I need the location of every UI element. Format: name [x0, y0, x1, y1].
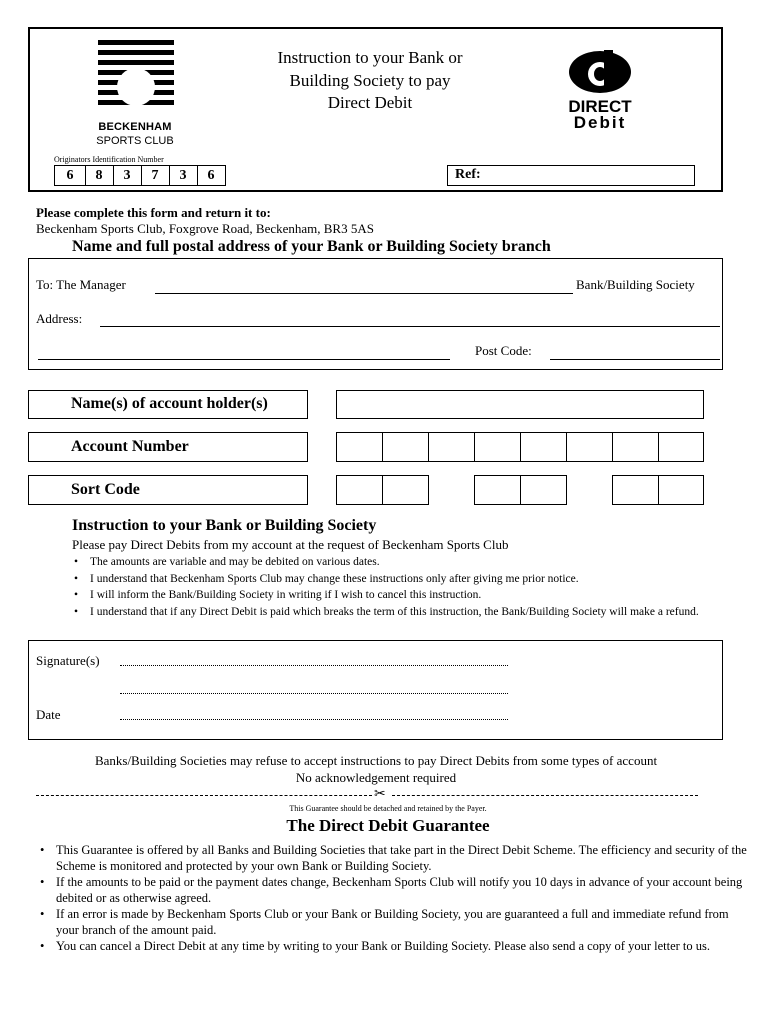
account-number-label: Account Number — [71, 438, 189, 455]
oin-box — [54, 165, 226, 186]
sort-code-label-box — [28, 475, 308, 505]
date-line[interactable] — [120, 719, 508, 720]
address-line-1[interactable] — [100, 326, 720, 327]
guarantee-bullet-4: • You can cancel a Direct Debit at any time by writing to your Bank or Building Society. Please also send a copy of your letter to us. — [38, 938, 748, 954]
instruction-bullet-4: • I understand that if any Direct Debit is paid which breaks the term of this instruction, the Bank/Building Society will make a refund. — [72, 604, 712, 621]
club-subtitle: SPORTS CLUB — [96, 135, 174, 147]
sort-code-digit-1[interactable] — [336, 475, 383, 505]
direct-debit-logo — [560, 50, 640, 135]
date-label: Date — [36, 707, 61, 722]
postcode-line[interactable] — [550, 359, 720, 360]
detach-line-right — [392, 795, 698, 796]
account-number-digit-4[interactable] — [474, 432, 521, 462]
holder-label: Name(s) of account holder(s) — [71, 395, 268, 412]
instruction-bullet-3: • I will inform the Bank/Building Society in writing if I wish to cancel this instruction. — [72, 587, 712, 604]
return-address: Beckenham Sports Club, Foxgrove Road, Beckenham, BR3 5AS — [36, 221, 374, 236]
oin-digit-2: 8 — [85, 166, 112, 185]
oin-digit-4: 7 — [141, 166, 168, 185]
instruction-heading: Instruction to your Bank or Building Society — [72, 517, 377, 534]
signature-line-2[interactable] — [120, 693, 508, 694]
oin-digit-6: 6 — [197, 166, 224, 185]
account-number-digit-2[interactable] — [382, 432, 429, 462]
sort-code-digit-5[interactable] — [612, 475, 659, 505]
account-number-label-box — [28, 432, 308, 462]
detach-note: This Guarantee should be detached and retained by the Payer. — [289, 804, 487, 813]
instruction-bullet-1: • The amounts are variable and may be debited on various dates. — [72, 554, 712, 571]
oin-label: Originators Identification Number — [54, 155, 164, 164]
oin-digit-3: 3 — [113, 166, 140, 185]
account-number-digit-8[interactable] — [658, 432, 704, 462]
account-number-digit-1[interactable] — [336, 432, 383, 462]
signature-box — [28, 640, 723, 740]
holder-name-field[interactable] — [336, 390, 704, 419]
guarantee-list — [38, 842, 748, 954]
bank-section-box — [28, 258, 723, 370]
guarantee-bullet-1: • This Guarantee is offered by all Banks and Building Societies that take part in the Direct Debit Scheme. The efficiency and security of the Scheme is monitored and protected by your own Bank or Building Society. — [38, 842, 748, 874]
to-manager-label: To: The Manager — [36, 277, 126, 292]
scissors-icon: ✂ — [374, 785, 386, 801]
address-line-2[interactable] — [38, 359, 450, 360]
sort-code-digit-3[interactable] — [474, 475, 521, 505]
guarantee-title: The Direct Debit Guarantee — [286, 816, 490, 835]
direct-debit-logo-text-2: Debit — [573, 113, 627, 132]
account-number-digit-3[interactable] — [428, 432, 475, 462]
bank-building-society-label: Bank/Building Society — [576, 277, 695, 292]
signature-line-1[interactable] — [120, 665, 508, 666]
holder-label-box — [28, 390, 308, 419]
account-number-digit-6[interactable] — [566, 432, 613, 462]
account-number-digit-5[interactable] — [520, 432, 567, 462]
refuse-notice: Banks/Building Societies may refuse to accept instructions to pay Direct Debits from some types of account — [94, 753, 658, 768]
instruction-list — [72, 554, 712, 620]
ref-field[interactable] — [447, 165, 695, 186]
postcode-label: Post Code: — [475, 343, 532, 358]
guarantee-bullet-2: • If the amounts to be paid or the payment dates change, Beckenham Sports Club will notify you 10 days in advance of your account being debited or as otherwise agreed. — [38, 874, 748, 906]
guarantee-bullet-3: • If an error is made by Beckenham Sports Club or your Bank or Building Society, you are guaranteed a full and immediate refund from your branch of the amount paid. — [38, 906, 748, 938]
oin-digit-5: 3 — [169, 166, 196, 185]
acknowledgement-notice: No acknowledgement required — [295, 770, 457, 785]
account-number-digit-7[interactable] — [612, 432, 659, 462]
form-title: Instruction to your Bank or Building Society to pay Direct Debit — [277, 48, 463, 112]
detach-line-left — [36, 795, 372, 796]
direct-debit-logo-icon — [560, 50, 640, 100]
address-label: Address: — [36, 311, 83, 326]
signature-label: Signature(s) — [36, 653, 100, 668]
ref-label: Ref: — [455, 167, 481, 182]
return-heading: Please complete this form and return it to: — [36, 205, 271, 220]
club-logo — [96, 40, 176, 110]
sort-code-digit-2[interactable] — [382, 475, 429, 505]
club-name: BECKENHAM — [98, 121, 172, 133]
bank-section-heading: Name and full postal address of your Bank or Building Society branch — [72, 238, 551, 255]
direct-debit-logo-text-1: DIRECT — [568, 97, 632, 116]
bank-name-line[interactable] — [155, 293, 573, 294]
sort-code-digit-6[interactable] — [658, 475, 704, 505]
instruction-bullet-2: • I understand that Beckenham Sports Club may change these instructions only after giving me prior notice. — [72, 571, 712, 588]
sort-code-digit-4[interactable] — [520, 475, 567, 505]
oin-digit-1: 6 — [66, 168, 74, 183]
club-logo-graphic — [96, 40, 176, 110]
instruction-intro: Please pay Direct Debits from my account at the request of Beckenham Sports Club — [72, 537, 509, 552]
sort-code-label: Sort Code — [71, 481, 140, 498]
